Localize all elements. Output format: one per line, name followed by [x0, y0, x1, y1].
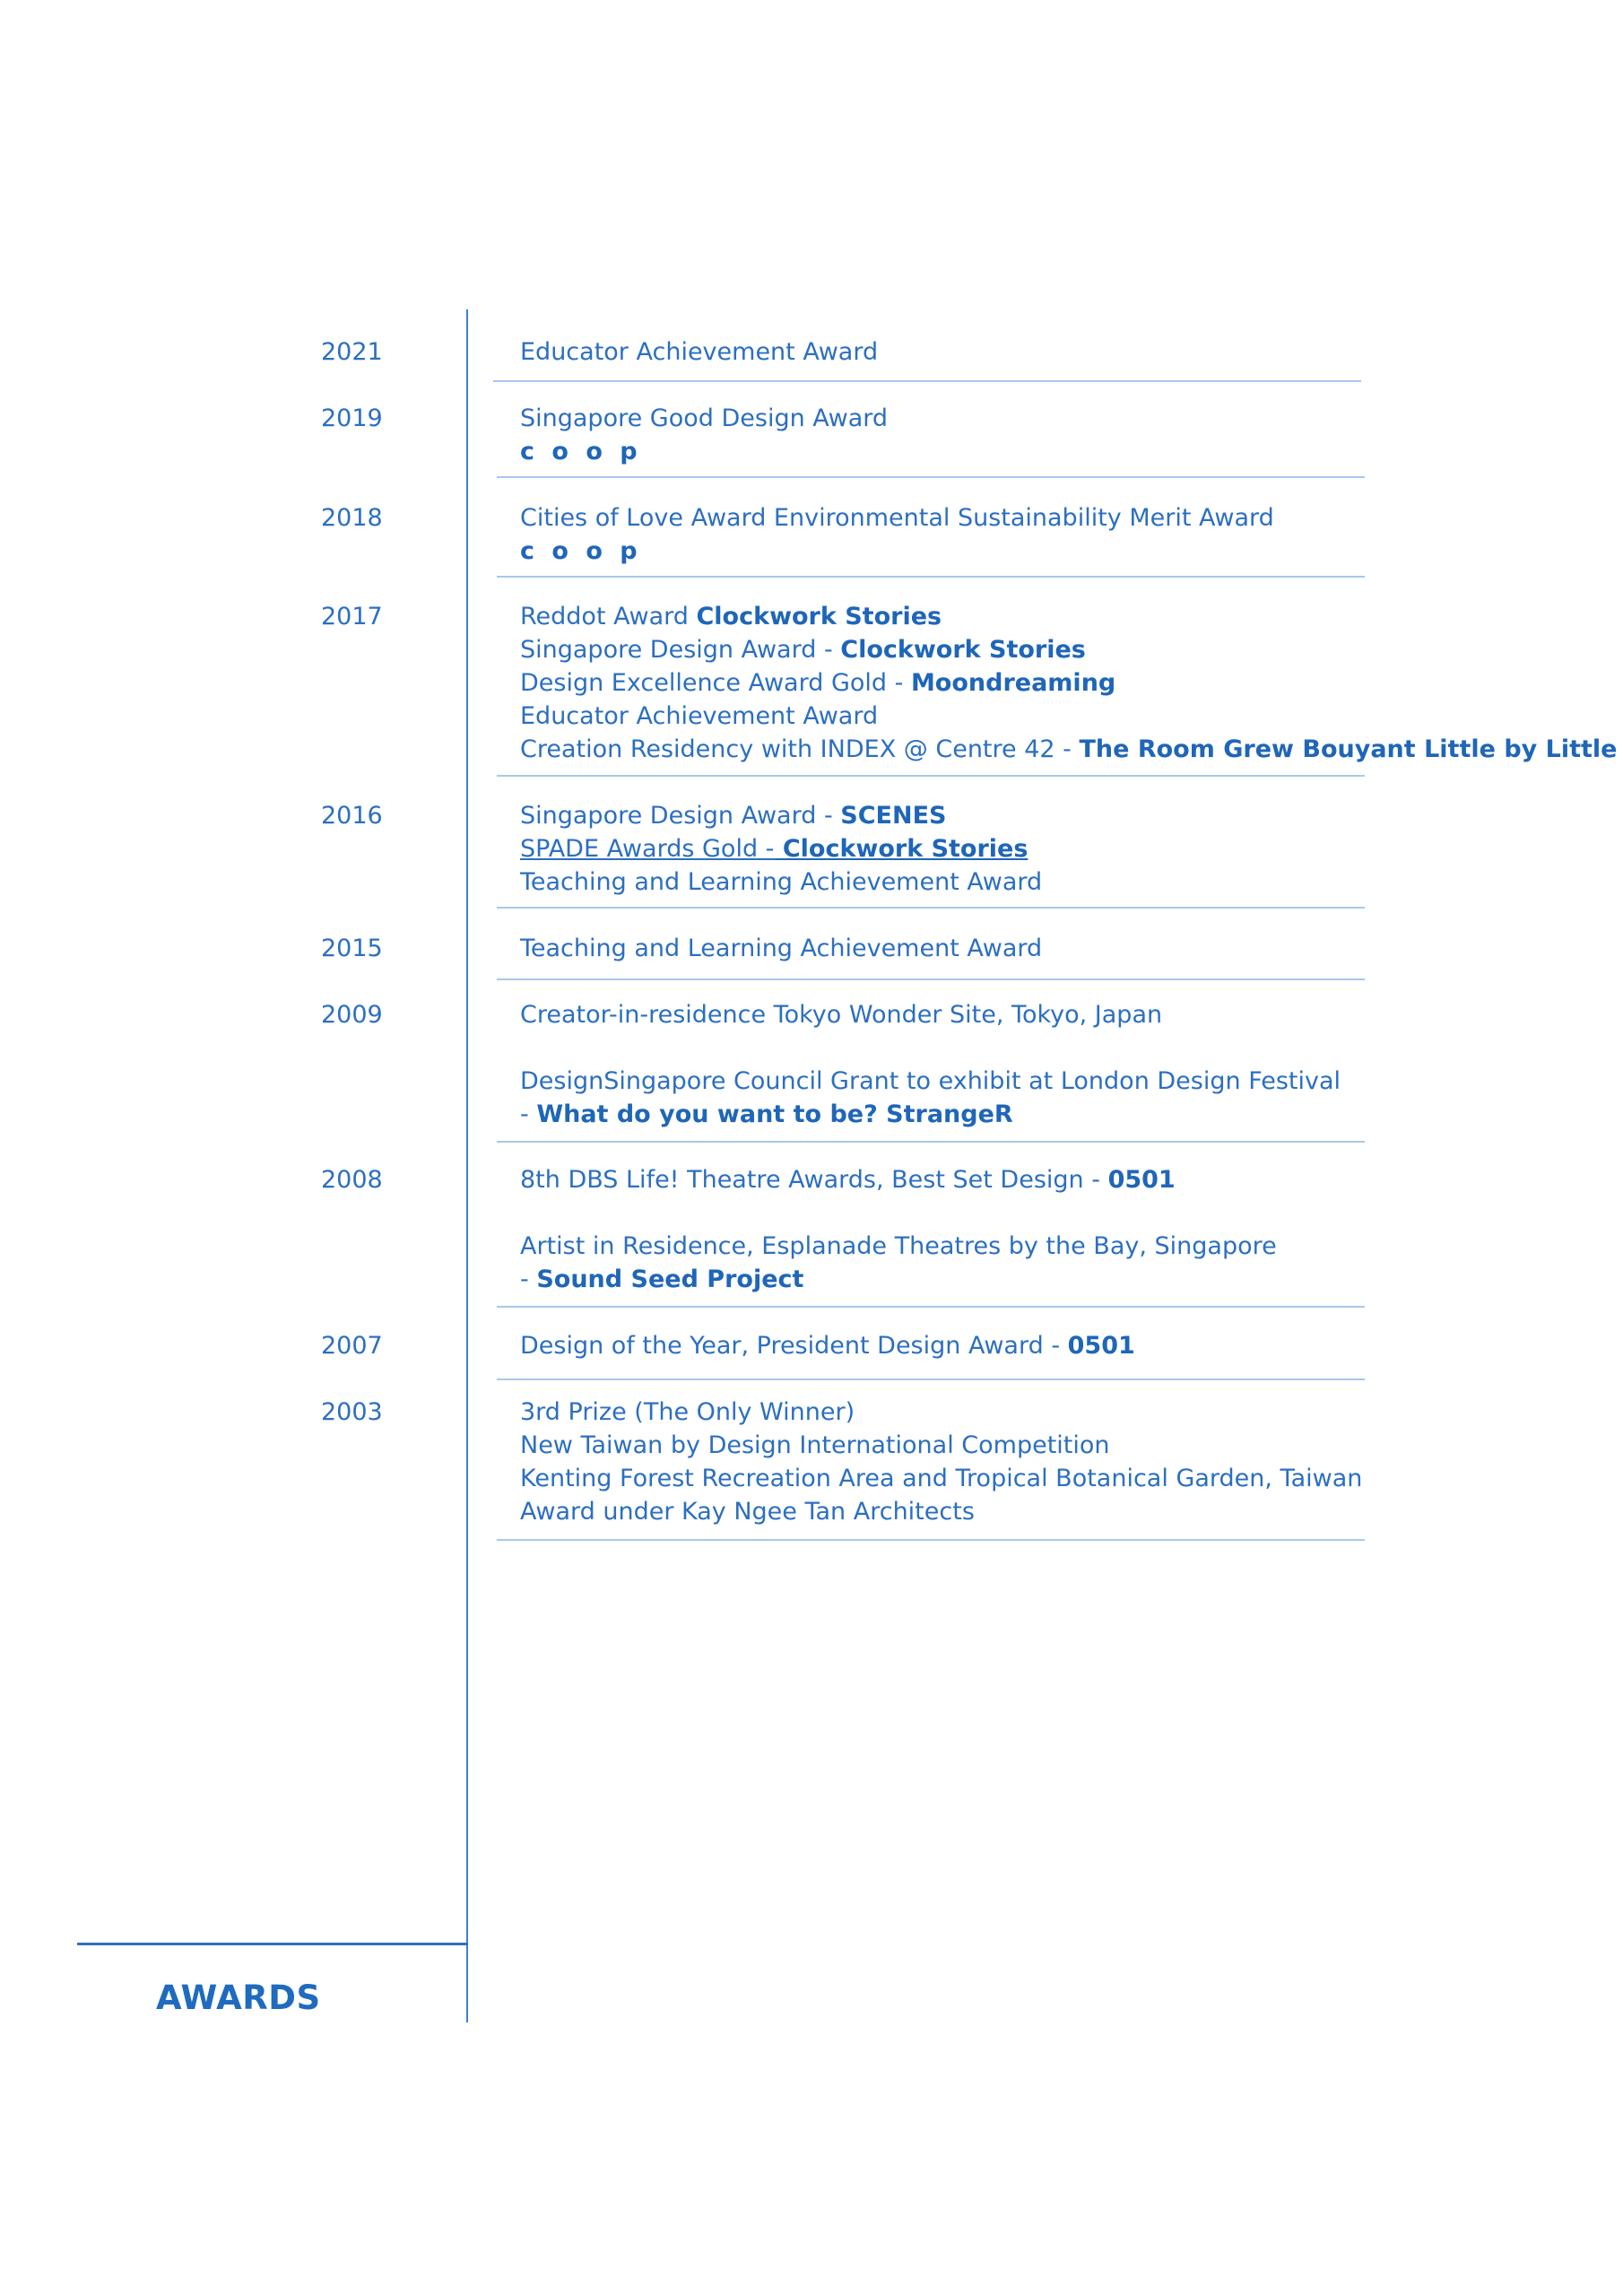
project-name: c o o p [520, 438, 642, 465]
project-name: The Room Grew Bouyant Little by Little [1079, 735, 1618, 763]
award-line: Reddot Award Clockwork Stories [520, 603, 942, 631]
award-details [520, 501, 1274, 568]
award-line: New Taiwan by Design International Competition [520, 1431, 1110, 1459]
award-line: Singapore Design Award - Clockwork Stories [520, 636, 1086, 664]
project-name: Clockwork Stories [696, 603, 942, 631]
award-year: 2016 [321, 802, 383, 830]
award-details [520, 335, 878, 369]
entry-divider [497, 907, 1365, 909]
award-details [520, 932, 1042, 965]
entry-divider [497, 1378, 1365, 1380]
line-gap [520, 1196, 1277, 1230]
award-line: Cities of Love Award Environmental Sustainability Merit Award [520, 504, 1274, 532]
award-line: Educator Achievement Award [520, 702, 879, 730]
entry-divider [497, 576, 1365, 578]
award-line: Educator Achievement Award [520, 338, 879, 366]
award-line: SPADE Awards Gold - Clockwork Stories [520, 835, 1028, 863]
entry-divider [497, 775, 1365, 777]
award-details [520, 1163, 1277, 1296]
award-details [520, 600, 1618, 766]
award-line: DesignSingapore Council Grant to exhibit at London Design Festival [520, 1067, 1341, 1095]
project-name: What do you want to be? StrangeR [536, 1100, 1013, 1128]
award-line: Singapore Design Award - SCENES [520, 802, 947, 830]
award-year: 2015 [321, 935, 383, 962]
award-line: Creator-in-residence Tokyo Wonder Site, Tokyo, Japan [520, 1001, 1163, 1029]
award-line: Design of the Year, President Design Award - 0501 [520, 1332, 1135, 1360]
award-details [520, 998, 1341, 1131]
line-gap [520, 1031, 1341, 1065]
award-line: 8th DBS Life! Theatre Awards, Best Set Design - 0501 [520, 1166, 1176, 1194]
award-details [520, 1396, 1362, 1528]
timeline-vertical-rule [466, 309, 468, 2022]
project-name: Sound Seed Project [536, 1265, 804, 1293]
entry-divider [493, 380, 1361, 382]
award-line: Creation Residency with INDEX @ Centre 42 - The Room Grew Bouyant Little by Little [520, 735, 1618, 763]
award-line: Teaching and Learning Achievement Award [520, 935, 1043, 962]
project-name: 0501 [1067, 1332, 1135, 1360]
award-line: Teaching and Learning Achievement Award [520, 868, 1043, 896]
section-title-rule [77, 1943, 468, 1945]
award-line: 3rd Prize (The Only Winner) [520, 1398, 855, 1426]
project-name: Moondreaming [910, 669, 1116, 697]
award-line: Artist in Residence, Esplanade Theatres by the Bay, Singapore [520, 1232, 1277, 1260]
award-details [520, 402, 888, 468]
award-year: 2007 [321, 1332, 383, 1360]
award-year: 2019 [321, 404, 383, 432]
award-line [520, 435, 888, 468]
award-line: - Sound Seed Project [520, 1265, 804, 1293]
project-name: Clockwork Stories [840, 636, 1086, 664]
award-line: Kenting Forest Recreation Area and Tropical Botanical Garden, Taiwan [520, 1465, 1363, 1492]
award-year: 2008 [321, 1166, 383, 1194]
project-name: c o o p [520, 537, 642, 565]
award-year: 2017 [321, 603, 383, 631]
award-year: 2018 [321, 504, 383, 532]
entry-divider [497, 978, 1365, 980]
entry-divider [497, 1306, 1365, 1308]
award-line: - What do you want to be? StrangeR [520, 1100, 1013, 1128]
award-details [520, 799, 1042, 899]
section-title: AWARDS [156, 1979, 321, 2017]
award-line: Award under Kay Ngee Tan Architects [520, 1498, 975, 1526]
entry-divider [497, 476, 1365, 478]
entry-divider [497, 1539, 1365, 1541]
award-line [520, 535, 1274, 568]
entry-divider [497, 1141, 1365, 1143]
award-year: 2021 [321, 338, 383, 366]
project-link[interactable]: Clockwork Stories [774, 835, 1028, 863]
award-year: 2009 [321, 1001, 383, 1029]
award-line: Singapore Good Design Award [520, 404, 889, 432]
project-name: SCENES [840, 802, 947, 830]
award-details [520, 1329, 1135, 1362]
award-line: Design Excellence Award Gold - Moondreaming [520, 669, 1116, 697]
award-year: 2003 [321, 1398, 383, 1426]
project-name: 0501 [1107, 1166, 1176, 1194]
